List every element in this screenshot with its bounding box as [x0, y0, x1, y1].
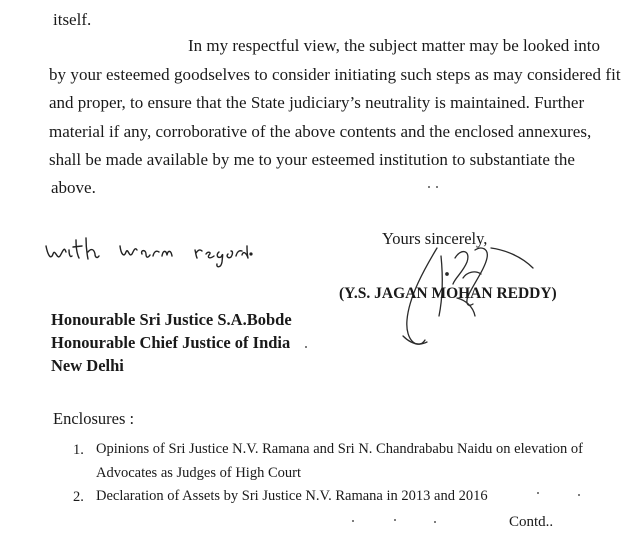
scan-speck	[436, 186, 438, 188]
signatory-name: (Y.S. JAGAN MOHAN REDDY)	[339, 285, 557, 302]
enclosure-1-line-1: Opinions of Sri Justice N.V. Ramana and Sri N. Chandrababu Naidu on elevation of	[96, 441, 584, 457]
paragraph-line-6: shall be made available by me to your esteemed institution to substantiate the	[49, 150, 575, 169]
scan-speck	[305, 346, 307, 348]
enclosure-2-line-1: Declaration of Assets by Sri Justice N.V. Ramana in 2013 and 2016	[96, 488, 488, 504]
continued-marker: Contd..	[509, 514, 554, 530]
paragraph-line-2: In my respectful view, the subject matter may be looked into	[188, 36, 600, 55]
scan-speck	[578, 494, 580, 496]
scan-speck	[352, 520, 354, 522]
scan-speck	[537, 492, 539, 494]
enclosures-heading: Enclosures :	[53, 409, 135, 428]
enclosure-1-number: 1.	[73, 442, 84, 458]
enclosure-1-line-2: Advocates as Judges of High Court	[96, 465, 301, 481]
scan-speck	[394, 519, 396, 521]
addressee-line-2: Honourable Chief Justice of India	[51, 333, 291, 352]
paragraph-line-7: above.	[51, 178, 96, 197]
paragraph-line-5: material if any, corroborative of the above contents and the enclosed annexures,	[49, 122, 592, 141]
handwritten-note	[42, 232, 252, 272]
addressee-line-1: Honourable Sri Justice S.A.Bobde	[51, 310, 292, 329]
paragraph-line-1: itself.	[53, 10, 92, 29]
scan-speck	[428, 186, 430, 188]
scan-speck	[434, 521, 436, 523]
signature-scribble	[395, 238, 535, 368]
closing-text: Yours sincerely,	[382, 229, 488, 248]
enclosure-2-number: 2.	[73, 489, 84, 505]
paragraph-line-3: by your esteemed goodselves to consider initiating such steps as may considered fit	[49, 65, 621, 84]
paragraph-line-4: and proper, to ensure that the State judiciary’s neutrality is maintained. Further	[49, 93, 585, 112]
addressee-line-3: New Delhi	[51, 356, 124, 375]
